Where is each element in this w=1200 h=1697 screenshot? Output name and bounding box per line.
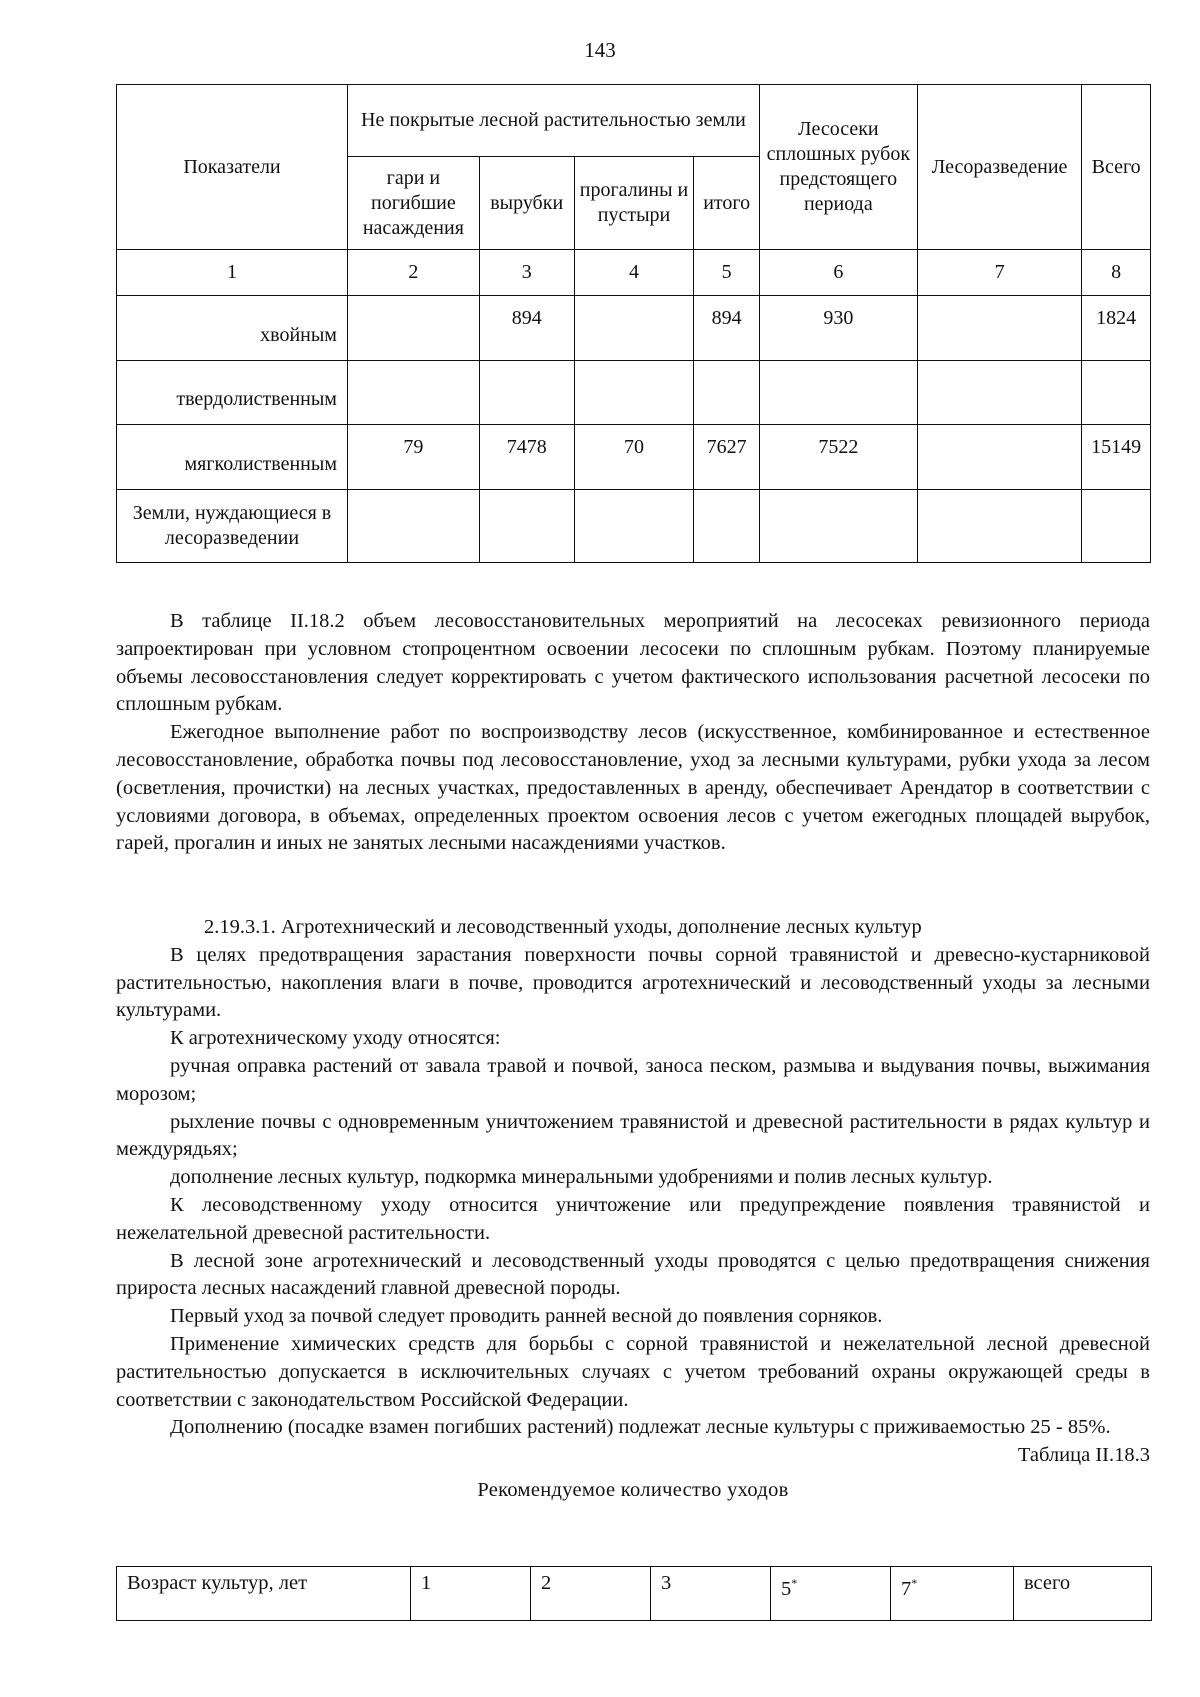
footnote-mark: * (791, 1576, 798, 1590)
column-number: 2 (347, 250, 479, 296)
table-row-hardwood (117, 361, 1151, 425)
column-number: 5 (694, 250, 759, 296)
paragraph: рыхление почвы с одновременным уничтожением травянистой и древесной растительности в рядах культур и междурядьях; (116, 1110, 1150, 1161)
paragraph: В лесной зоне агротехнический и лесоводственный уходы проводятся с целью предотвращения снижения прироста лесных насаждений главной древесной породы. (116, 1249, 1150, 1300)
header-indicator: Показатели (117, 85, 348, 250)
header-not-covered-lands: Не покрытые лесной растительностью земли (347, 85, 759, 157)
section-text (116, 914, 1150, 1505)
header-afforestation: Лесоразведение (917, 85, 1082, 250)
header-glades: прогалины и пустыри (574, 157, 694, 250)
table-cell (917, 425, 1082, 490)
table-cell: 930 (759, 296, 917, 361)
table-cell (917, 361, 1082, 425)
table-label: Таблица II.18.3 (1017, 1444, 1150, 1467)
table-cell: 1824 (1082, 296, 1151, 361)
table-cell: 2 (531, 1567, 651, 1621)
table-cell (891, 1567, 1014, 1621)
table-row-afforestation-lands (117, 490, 1151, 563)
column-number: 6 (759, 250, 917, 296)
paragraph: К агротехническому уходу относятся: (170, 1027, 501, 1050)
header-cuttings: вырубки (479, 157, 574, 250)
row-label: Возраст культур, лет (117, 1567, 411, 1621)
cell-value: 7 (901, 1577, 912, 1600)
table-cell (771, 1567, 891, 1621)
body-text (116, 608, 1150, 858)
paragraph: Ежегодное выполнение работ по воспроизводству лесов (искусственное, комбинированное и естественное лесовосстановление, обработка почвы под лесовосстановление, уход за лесными культурами, рубки ухода за лесом (осветления, прочистки) на лесных участках, предоставленных в аренду, обеспечивает Арендатор в соответствии с условиями договора, в объемах, определенных проектом освоения лесов с учетом ежегодных площадей вырубок, гарей, прогалин и иных не занятых лесными насаждениями участков. (116, 721, 1150, 855)
table-cell (694, 490, 759, 563)
table-cell: всего (1014, 1567, 1152, 1621)
table-cell (347, 296, 479, 361)
table-cell (1082, 490, 1151, 563)
column-number: 4 (574, 250, 694, 296)
table-cell (347, 490, 479, 563)
cell-value: 5 (781, 1577, 792, 1600)
table-cell: 7627 (694, 425, 759, 490)
table-cell (759, 361, 917, 425)
paragraph: ручная оправка растений от завала травой и почвой, заноса песком, размыва и выдувания почвы, выжимания морозом; (116, 1054, 1150, 1105)
table-cell (1082, 361, 1151, 425)
row-label: твердолиственным (117, 361, 348, 425)
column-number: 8 (1082, 250, 1151, 296)
column-number: 7 (917, 250, 1082, 296)
paragraph: Первый уход за почвой следует проводить ранней весной до появления сорняков. (170, 1305, 883, 1328)
table-cell: 894 (694, 296, 759, 361)
paragraph: Дополнению (посадке взамен погибших растений) подлежат лесные культуры с приживаемостью 25 - 85%. (170, 1416, 1111, 1439)
header-clearcut-areas: Лесосеки сплошных рубок предстоящего периода (759, 85, 917, 250)
table-cell: 7478 (479, 425, 574, 490)
footnote-mark: * (911, 1576, 918, 1590)
table-cell (574, 490, 694, 563)
column-number: 1 (117, 250, 348, 296)
header-burned: гари и погибшие насаждения (347, 157, 479, 250)
page-number: 143 (584, 38, 616, 62)
row-label: Земли, нуждающиеся в лесоразведении (117, 490, 348, 563)
table-cell: 7522 (759, 425, 917, 490)
header-subtotal: итого (694, 157, 759, 250)
table-cell (759, 490, 917, 563)
table-cell: 70 (574, 425, 694, 490)
table-cell: 1 (411, 1567, 531, 1621)
row-label: мягколиственным (117, 425, 348, 490)
paragraph: В целях предотвращения зарастания поверхности почвы сорной травянистой и древесно-кустарниковой растительностью, накопления влаги в почве, проводится агротехнический и лесоводственный уходы за лесными культурами. (116, 943, 1150, 1022)
paragraph: В таблице II.18.2 объем лесовосстановительных мероприятий на лесосеках ревизионного периода запроектирован при условном стопроцентном освоении лесосеки по сплошным рубкам. Поэтому планируемые объемы лесовосстановления следует корректировать с учетом фактического использования расчетной лесосеки по сплошным рубкам. (116, 610, 1150, 716)
table-title: Рекомендуемое количество уходов (477, 1478, 789, 1501)
paragraph: Применение химических средств для борьбы с сорной травянистой и нежелательной лесной древесной растительностью допускается в исключительных случаях с учетом требований охраны окружающей среды в соответствии с законодательством Российской Федерации. (116, 1332, 1150, 1411)
table-cell (917, 296, 1082, 361)
table-cell (574, 361, 694, 425)
table-cell: 894 (479, 296, 574, 361)
table-cell (574, 296, 694, 361)
paragraph: К лесоводственному уходу относится уничтожение или предупреждение появления травянистой и нежелательной древесной растительности. (116, 1193, 1150, 1244)
table-cell (694, 361, 759, 425)
table-cell: 3 (651, 1567, 771, 1621)
header-total: Всего (1082, 85, 1151, 250)
table-cell (479, 490, 574, 563)
column-number: 3 (479, 250, 574, 296)
section-heading: 2.19.3.1. Агротехнический и лесоводственный уходы, дополнение лесных культур (204, 916, 922, 938)
table-cell: 15149 (1082, 425, 1151, 490)
forest-reproduction-table (116, 84, 1151, 563)
table-cell (917, 490, 1082, 563)
table-cell: 79 (347, 425, 479, 490)
table-row (117, 1567, 1152, 1621)
table-row-softwood (117, 425, 1151, 490)
care-count-table (116, 1566, 1152, 1621)
paragraph: дополнение лесных культур, подкормка минеральными удобрениями и полив лесных культур. (170, 1166, 993, 1189)
table-row-coniferous (117, 296, 1151, 361)
table-cell (347, 361, 479, 425)
row-label: хвойным (117, 296, 348, 361)
table-cell (479, 361, 574, 425)
